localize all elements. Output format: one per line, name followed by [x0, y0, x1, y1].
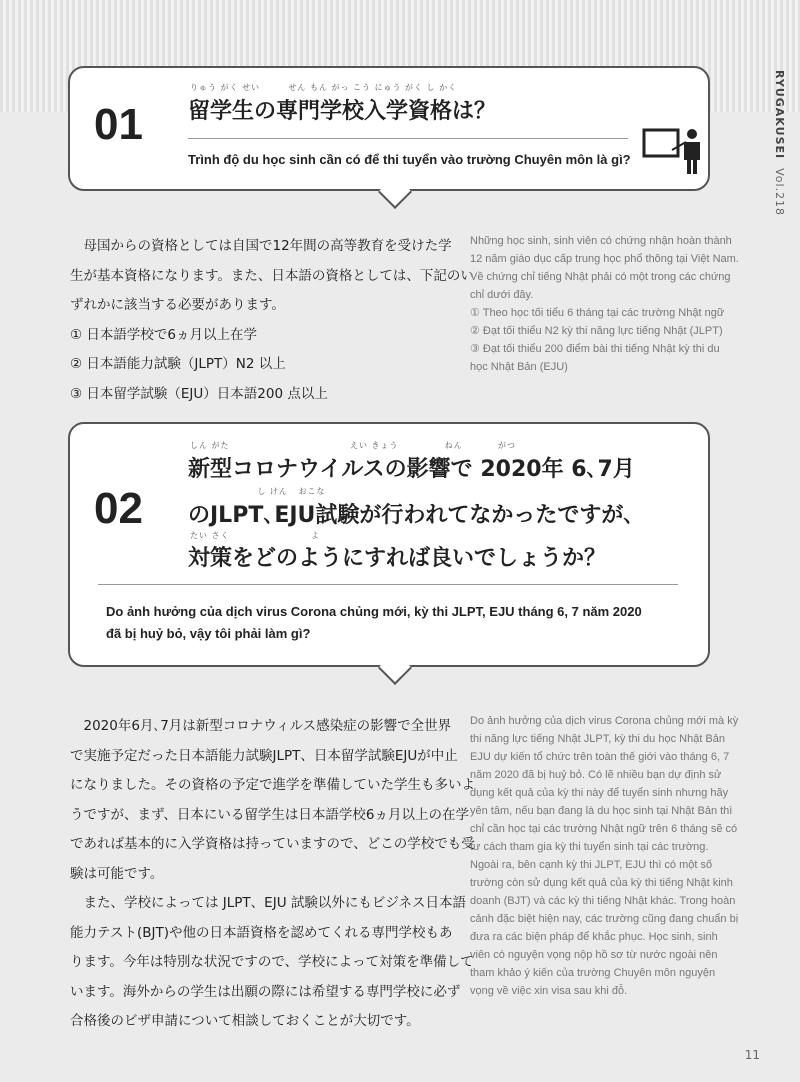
title-ruby: たい さく よ: [190, 531, 321, 540]
page-number: 11: [744, 1048, 760, 1062]
answer-line: ③ 日本留学試験（EJU）日本語200 点以上: [70, 385, 328, 402]
answer-vi-paragraph: Ngoài ra, bên cạnh kỳ thi JLPT, EJU thì có một số trường còn sử dụng kết quả của kỳ thi tiếng Nhật kinh doanh (BJT) và các kỳ thi tiếng Nhật khác. Trong hoàn cảnh đặc biệt hiện nay, các trường cũng đang chuẩn bị đưa ra các biện pháp để khắc phục. Học sinh, sinh viên có nguyện vọng nộp hồ sơ từ nước ngoài nên tham khảo ý kiến của trường Chuyên môn nguyện vọng về việc xin visa sau khi đỗ.: [470, 859, 739, 997]
question-title: 留学生の専門学校入学資格は？: [188, 99, 497, 124]
answer-line: ずれかに該当する必要があります。: [70, 297, 285, 313]
answer-line: ① 日本語学校で6ヵ月以上在学: [70, 326, 257, 343]
divider: [98, 584, 678, 585]
answer-line: 生が基本資格になります。また、日本語の資格としては、下記のい: [70, 267, 474, 284]
answer-line: います。海外からの学生は出願の際には希望する専門学校に必ず: [70, 983, 461, 1000]
answer-vi-paragraph: Do ảnh hưởng của dịch virus Corona chủng mới mà kỳ thi năng lực tiếng Nhật JLPT, kỳ thi du học Nhật Bản EJU dự kiến tổ chức trên toàn thế giới vào tháng 6, 7 năm 2020 đã bị huỷ bỏ. Có lẽ nhiều bạn dự định sử dụng kết quả của kỳ thi này để tuyển sinh nhưng hãy yên tâm, nếu bạn đang là du học sinh tại Nhật Bản thì chỉ cần học tại các trường Nhật ngữ trên 6 tháng sẽ có tư cách tham gia kỳ thi tuyển sinh tại các trường.: [470, 715, 739, 853]
question-box-02: [68, 422, 710, 667]
answer-line: うですが、まず、日本にいる留学生は日本語学校6ヵ月以上の在学: [70, 806, 470, 823]
answer-vi-item: ① Theo học tối tiểu 6 tháng tại các trường Nhật ngữ: [470, 307, 725, 319]
answer-02-japanese: [70, 712, 475, 1037]
answer-01-vietnamese: [470, 232, 740, 376]
question-number: 01: [94, 100, 143, 149]
answer-line: ② 日本語能力試験（JLPT）N2 以上: [70, 356, 286, 372]
title-ruby: りゅう がく せい せん もん がっ こう にゅう がく し かく: [190, 83, 458, 92]
side-brand: RYUGAKUSEI: [773, 70, 786, 160]
question-subtitle-vi: đã bị huỷ bỏ, vậy tôi phải làm gì?: [106, 626, 311, 641]
teacher-board-icon: [642, 126, 704, 176]
side-label: [773, 70, 786, 216]
answer-vi-item: ③ Đạt tối thiểu 200 điểm bài thi tiếng Nhật kỳ thi du học Nhật Bản (EJU): [470, 343, 720, 373]
answer-02-vietnamese: [470, 712, 740, 1000]
question-box-01: [68, 66, 710, 191]
question-title-line: 対策をどのようにすれば良いでしょうか？: [188, 546, 607, 571]
divider: [188, 138, 628, 139]
side-vol: Vol.218: [773, 168, 786, 217]
answer-line: 合格後のビザ申請について相談しておくことが大切です。: [70, 1013, 420, 1029]
answer-line: になりました。その資格の予定で進学を準備していた学生も多いよ: [70, 777, 475, 793]
answer-vi-item: ② Đạt tối thiểu N2 kỳ thi năng lực tiếng Nhật (JLPT): [470, 325, 723, 337]
answer-vi-paragraph: Những học sinh, sinh viên có chứng nhận hoàn thành 12 năm giáo dục cấp trung học phổ thông tại Việt Nam. Về chứng chỉ tiếng Nhật phải có một trong các chứng chỉ dưới đây.: [470, 235, 739, 301]
question-title-line: 新型コロナウイルスの影響で 2020年 6､7月: [188, 457, 635, 482]
title-ruby: しん がた えい きょう ねん がつ: [190, 441, 517, 450]
answer-line: ります。今年は特別な状況ですので、学校によって対策を準備して: [70, 954, 474, 970]
answer-01-japanese: [70, 232, 474, 409]
answer-line: 験は可能です。: [70, 865, 164, 882]
answer-line: で実施予定だった日本語能力試験JLPT、日本留学試験EJUが中止: [70, 747, 458, 764]
answer-line: 能力テスト(BJT)や他の日本語資格を認めてくれる専門学校もあ: [70, 924, 453, 941]
answer-line: また、学校によっては JLPT、EJU 試験以外にもビジネス日本語: [70, 895, 466, 911]
answer-line: であれば基本的に入学資格は持っていますので、どこの学校でも受: [70, 836, 475, 852]
question-number: 02: [94, 484, 143, 533]
question-title-line: のJLPT､EJU試験が行われてなかったですが､: [188, 503, 635, 528]
answer-line: 母国からの資格としては自国で12年間の高等教育を受けた学: [70, 238, 452, 254]
answer-line: 2020年6月､7月は新型コロナウィルス感染症の影響で全世界: [70, 718, 452, 734]
question-subtitle-vi: Trình độ du học sinh cần có để thi tuyển vào trường Chuyên môn là gì?: [188, 152, 631, 167]
question-subtitle-vi: Do ảnh hưởng của dịch virus Corona chủng mới, kỳ thi JLPT, EJU tháng 6, 7 năm 2020: [106, 604, 642, 619]
title-ruby: し けん おこな: [190, 487, 326, 496]
